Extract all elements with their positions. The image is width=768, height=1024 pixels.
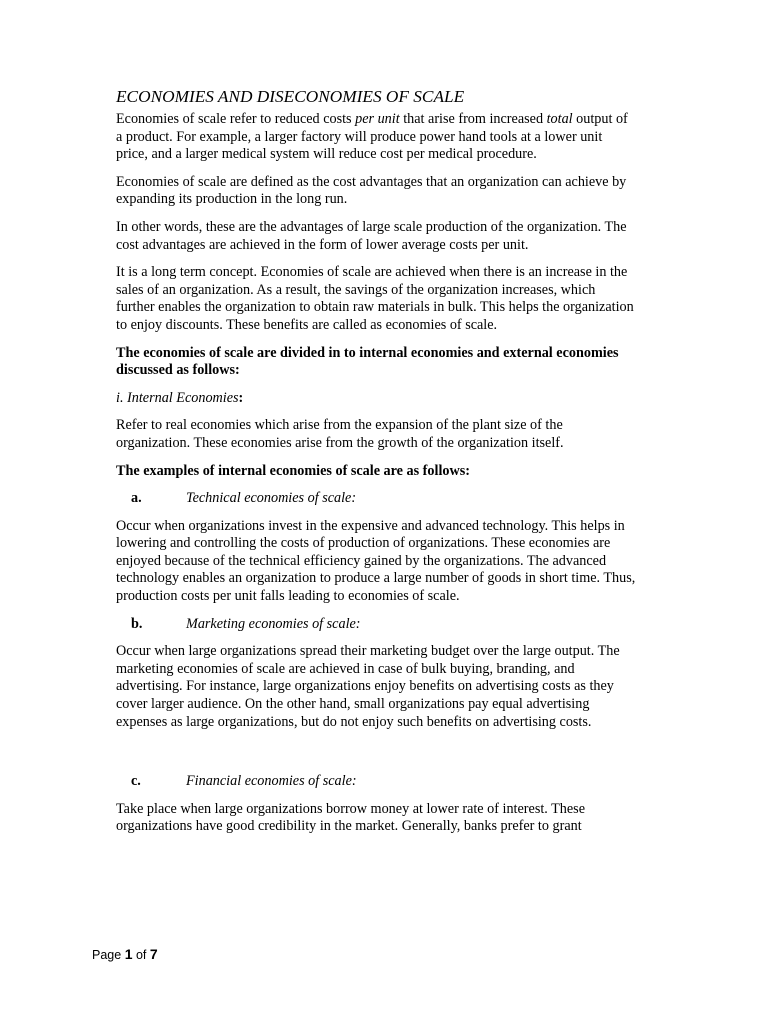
section-text-technical: Occur when organizations invest in the expensive and advanced technology. This helps in lowering and controlling the costs of production of organizations. These economies are enjoyed because of the technical efficiency gained by the organizations. The advanced technology enables an organization to produce a large number of goods in short time. Thus, production costs per unit falls leading to economies of scale. (116, 517, 636, 605)
intro-paragraph (116, 111, 636, 164)
of-label: of (135, 948, 147, 962)
internal-economies-label: i. Internal Economies (116, 389, 239, 406)
section-heading-financial (116, 773, 636, 791)
intro-emphasis-per-unit: per unit (355, 111, 400, 127)
advantages-paragraph: In other words, these are the advantages of large scale production of the organization. The cost advantages are achieved in the form of lower average costs per unit. (116, 218, 627, 253)
page-footer (92, 946, 158, 962)
intro-text-1: Economies of scale refer to reduced costs (116, 111, 356, 127)
document-body (116, 86, 636, 846)
section-text-financial: Take place when large organizations borrow money at lower rate of interest. These organizations have good credibility in the market. Generally, banks prefer to grant (116, 800, 585, 835)
intro-text-3: output of a product. For example, a larger factory will produce power hand tools at a lower unit price, and a larger medical system will reduce cost per medical procedure. (116, 111, 628, 163)
intro-text-2: that arise from increased (399, 111, 547, 127)
long-term-paragraph: It is a long term concept. Economies of scale are achieved when there is an increase in the sales of an organization. As a result, the savings of the organization increases, which further enables the organization to obtain raw materials in bulk. This helps the organization to enjoy discounts. These benefits are called as economies of scale. (116, 264, 634, 333)
intro-emphasis-total: total (546, 111, 573, 127)
section-name: Technical economies of scale: (186, 490, 357, 507)
section-heading-marketing (116, 616, 636, 634)
section-letter: c. (131, 773, 141, 790)
section-name: Financial economies of scale: (186, 773, 357, 790)
divided-heading: The economies of scale are divided in to internal economies and external economies discussed as follows: (116, 344, 619, 379)
section-text-marketing: Occur when large organizations spread their marketing budget over the large output. The marketing economies of scale are achieved in case of bulk buying, branding, and advertising. For instance, large organizations enjoy benefits on advertising costs as they cover larger audience. On the other hand, small organizations pay equal advertising expenses as large organizations, but do not enjoy such benefits on advertising costs. (116, 643, 620, 730)
examples-heading: The examples of internal economies of scale are as follows: (116, 462, 470, 479)
definition-paragraph: Economies of scale are defined as the cost advantages that an organization can achieve by expanding its production in the long run. (116, 173, 627, 208)
section-heading-technical (116, 490, 636, 508)
section-letter: b. (131, 615, 143, 632)
page-label: Page (92, 948, 122, 962)
section-letter: a. (131, 490, 142, 507)
internal-economies-colon: : (238, 389, 244, 406)
internal-economies-heading (116, 390, 636, 408)
current-page-number: 1 (124, 946, 133, 962)
total-page-count: 7 (149, 946, 158, 962)
spacer (116, 741, 636, 773)
document-title: ECONOMIES AND DISECONOMIES OF SCALE (116, 87, 465, 106)
section-name: Marketing economies of scale: (186, 615, 361, 632)
internal-economies-description: Refer to real economies which arise from the expansion of the plant size of the organization. These economies arise from the growth of the organization itself. (116, 417, 564, 451)
